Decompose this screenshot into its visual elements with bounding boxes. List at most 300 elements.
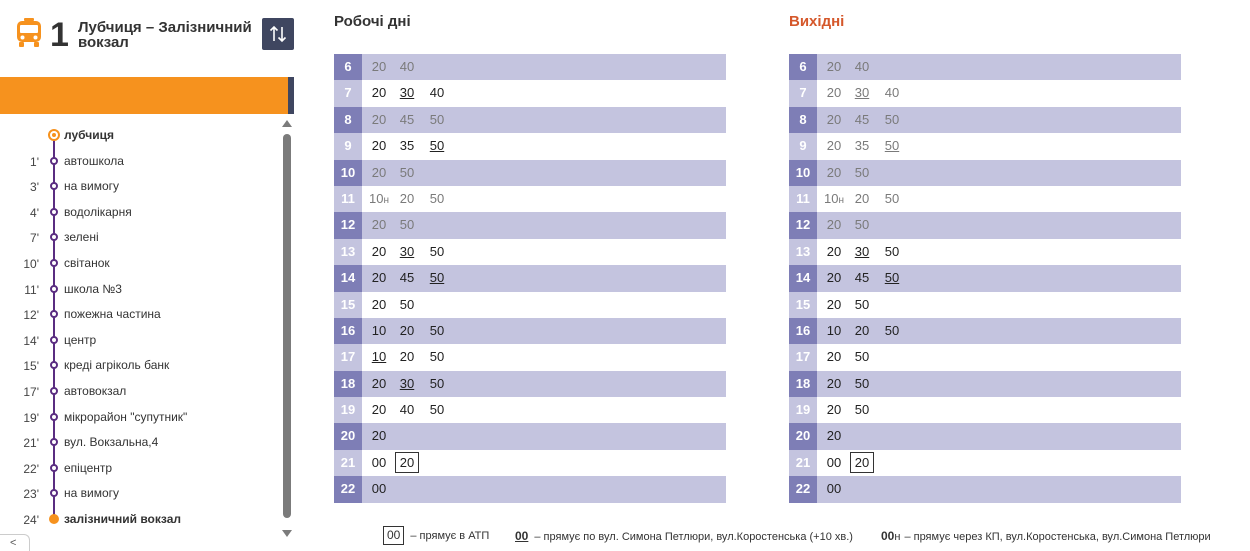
departure-minute	[877, 239, 907, 265]
schedule-title: Вихідні	[789, 13, 845, 30]
hour-cell: 20	[334, 423, 362, 449]
departure-minute	[819, 80, 849, 106]
departure-minute	[847, 186, 877, 212]
schedule-row	[789, 397, 1181, 423]
departure-minute	[877, 318, 907, 344]
legend-sample-n	[881, 529, 900, 543]
departure-minute-value: 50	[884, 190, 900, 206]
departure-minute-value: 40	[854, 59, 870, 74]
route-header	[14, 14, 296, 54]
stop-item[interactable]	[0, 173, 280, 199]
departure-minute	[877, 133, 907, 159]
departure-minute-value: 45	[854, 111, 870, 127]
departure-minute-value: 20	[371, 243, 387, 259]
departure-minute	[819, 450, 849, 476]
hour-cell: 16	[334, 318, 362, 344]
stop-marker-icon	[50, 361, 58, 369]
schedule-row	[334, 292, 726, 318]
departure-minute	[364, 371, 394, 397]
departure-minute-value: 50	[884, 138, 900, 154]
schedule-row	[789, 54, 1181, 80]
departure-minute-value: 20	[826, 296, 842, 312]
departure-minute	[819, 397, 849, 423]
departure-minute-value: 10	[371, 322, 387, 338]
departure-minute	[847, 450, 877, 476]
stop-name: центр	[64, 332, 97, 347]
hour-cell: 13	[334, 239, 362, 265]
departure-minute-value: 20	[826, 270, 842, 286]
departure-minute-value: 40	[399, 402, 415, 418]
departure-minute	[422, 133, 452, 159]
departure-minute-value: 35	[399, 138, 415, 154]
departure-minute-value: 00	[826, 481, 842, 497]
departure-minute	[364, 212, 394, 238]
stop-name: на вимогу	[64, 179, 120, 194]
hour-cell: 20	[789, 423, 817, 449]
stop-time-offset: 22'	[23, 461, 39, 476]
departure-minute-value: 50	[429, 349, 445, 365]
departure-minute	[847, 265, 877, 291]
schedule-row	[334, 397, 726, 423]
departure-minute	[847, 344, 877, 370]
schedule-row	[334, 423, 726, 449]
stop-marker-icon	[50, 157, 58, 165]
legend-text: – прямує по вул. Симона Петлюри, вул.Коростенська (+10 хв.)	[534, 531, 853, 543]
departure-minute	[392, 292, 422, 318]
departure-minute-value: 45	[399, 270, 415, 286]
departure-minute-value: 40	[399, 59, 415, 74]
departure-minute	[422, 344, 452, 370]
departure-minute-value: 35	[854, 138, 870, 154]
stop-item[interactable]	[0, 122, 280, 148]
departure-minute	[422, 186, 452, 212]
hour-cell: 8	[334, 107, 362, 133]
departure-minute	[422, 107, 452, 133]
stop-marker-icon	[50, 208, 58, 216]
route-name: Лубчиця – Залізничний вокзал	[78, 19, 252, 51]
schedule-row	[789, 133, 1181, 159]
departure-minute-value: 20	[371, 428, 387, 444]
departure-minute-value: 20	[371, 164, 387, 180]
stop-item[interactable]	[0, 480, 280, 506]
stop-time-offset: 23'	[23, 487, 39, 502]
hour-cell: 21	[334, 450, 362, 476]
departure-minute-value: 40	[429, 85, 445, 101]
stop-marker-icon	[50, 387, 58, 395]
route-direction-bar	[0, 77, 288, 114]
hour-cell: 8	[789, 107, 817, 133]
stop-marker-icon	[50, 285, 58, 293]
stop-item[interactable]	[0, 250, 280, 276]
departure-minute-value: 20	[850, 452, 874, 473]
hour-cell: 6	[789, 54, 817, 80]
hour-cell: 21	[789, 450, 817, 476]
hour-cell: 18	[789, 371, 817, 397]
departure-minute-value: 20	[399, 190, 415, 206]
scroll-thumb[interactable]	[283, 134, 291, 518]
departure-minute-value: 00	[371, 481, 387, 497]
departure-minute	[819, 371, 849, 397]
departure-minute	[847, 397, 877, 423]
departure-minute-value: 10	[824, 190, 839, 206]
schedule-row	[334, 476, 726, 502]
departure-minute	[819, 133, 849, 159]
departure-minute	[877, 186, 907, 212]
departure-minute-value: 50	[429, 111, 445, 127]
legend	[0, 525, 1250, 549]
departure-minute	[364, 186, 394, 212]
start-stop-marker-icon	[48, 129, 60, 141]
schedule-row	[789, 160, 1181, 186]
departure-minute	[364, 133, 394, 159]
departure-minute	[847, 107, 877, 133]
departure-minute	[364, 397, 394, 423]
hour-cell: 19	[334, 397, 362, 423]
departure-minute	[819, 476, 849, 502]
hour-cell: 13	[789, 239, 817, 265]
stop-marker-icon	[50, 489, 58, 497]
hour-cell: 12	[789, 212, 817, 238]
departure-minute	[422, 265, 452, 291]
departure-minute-value: 20	[826, 375, 842, 391]
stop-item[interactable]	[0, 429, 280, 455]
hour-cell: 9	[334, 133, 362, 159]
schedule-row	[789, 423, 1181, 449]
stop-time-offset: 11'	[24, 282, 39, 297]
hour-cell: 17	[789, 344, 817, 370]
departure-minute	[364, 292, 394, 318]
stop-marker-icon	[50, 182, 58, 190]
legend-text: – прямує через КП, вул.Коростенська, вул.Симона Петлюри	[904, 531, 1211, 543]
departure-minute-value: 50	[884, 243, 900, 259]
stop-time-offset: 14'	[23, 333, 39, 348]
departure-minute-value: 20	[371, 111, 387, 127]
departure-minute	[819, 212, 849, 238]
stop-name: на вимогу	[64, 486, 120, 501]
departure-minute	[877, 265, 907, 291]
departure-minute	[847, 160, 877, 186]
departure-minute	[392, 371, 422, 397]
departure-minute-value: 20	[826, 349, 842, 365]
stop-marker-icon	[50, 438, 58, 446]
departure-minute-value: 20	[371, 296, 387, 312]
legend-text: – прямує в АТП	[410, 530, 490, 542]
departure-minute-value: 20	[826, 428, 842, 444]
departure-minute	[392, 80, 422, 106]
departure-minute	[422, 397, 452, 423]
departure-minute-value: 50	[429, 138, 445, 154]
hour-cell: 7	[789, 80, 817, 106]
departure-minute	[364, 476, 394, 502]
departure-minute-value: 20	[371, 375, 387, 391]
departure-minute	[392, 212, 422, 238]
departure-minute-value: 30	[399, 85, 415, 101]
departure-minute	[847, 318, 877, 344]
schedule-title: Робочі дні	[334, 13, 411, 30]
hour-cell: 22	[334, 476, 362, 502]
route-number: 1	[50, 16, 69, 54]
departure-minute	[392, 107, 422, 133]
departure-minute	[877, 107, 907, 133]
stop-name: мікрорайон "супутник"	[64, 409, 188, 424]
stop-name: лубчиця	[64, 128, 114, 142]
departure-minute	[847, 239, 877, 265]
departure-minute	[819, 292, 849, 318]
departure-minute-value: 50	[884, 111, 900, 127]
departure-minute	[847, 371, 877, 397]
stop-item[interactable]	[0, 378, 280, 404]
departure-minute-value: 30	[399, 243, 415, 259]
hour-cell: 12	[334, 212, 362, 238]
departure-minute-value: 20	[371, 85, 387, 101]
scroll-up-arrow-icon[interactable]	[282, 120, 292, 127]
legend-item-atp	[383, 525, 489, 547]
departure-minute	[392, 54, 422, 80]
schedule-row	[789, 212, 1181, 238]
hour-cell: 16	[789, 318, 817, 344]
departure-minute	[847, 54, 877, 80]
stop-name: вул. Вокзальна,4	[64, 435, 159, 450]
stop-time-offset: 21'	[23, 436, 39, 451]
legend-sample-boxed: 00	[383, 526, 404, 545]
stop-time-offset: 3'	[30, 180, 39, 195]
departure-minute-value: 50	[854, 296, 870, 312]
schedule-row	[334, 160, 726, 186]
departure-minute-suffix: н	[383, 194, 389, 206]
departure-minute-value: 50	[854, 402, 870, 418]
schedule-row	[334, 450, 726, 476]
stop-marker-icon	[50, 310, 58, 318]
departure-minute-value: 20	[371, 217, 387, 233]
departure-minute	[392, 450, 422, 476]
stop-time-offset: 12'	[23, 308, 39, 323]
schedule-row	[334, 107, 726, 133]
departure-minute-value: 45	[854, 270, 870, 286]
departure-minute-value: 20	[826, 111, 842, 127]
departure-minute-value: 40	[884, 85, 900, 101]
swap-direction-button[interactable]	[262, 18, 294, 50]
stops-scrollbar[interactable]	[281, 120, 293, 544]
departure-minute-value: 30	[399, 375, 415, 391]
departure-minute-value: 20	[826, 138, 842, 154]
departure-minute	[392, 318, 422, 344]
stop-item[interactable]	[0, 148, 280, 174]
departure-minute-value: 20	[826, 59, 842, 74]
schedule-row	[789, 371, 1181, 397]
departure-minute	[364, 160, 394, 186]
departure-minute	[422, 80, 452, 106]
departure-minute	[422, 371, 452, 397]
departure-minute-value: 50	[884, 270, 900, 286]
schedule-row	[334, 212, 726, 238]
hour-cell: 11	[789, 186, 817, 212]
departure-minute	[364, 450, 394, 476]
hour-cell: 15	[789, 292, 817, 318]
departure-minute-value: 20	[371, 402, 387, 418]
departure-minute	[819, 107, 849, 133]
stop-time-offset: 24'	[23, 513, 39, 527]
departure-minute	[847, 292, 877, 318]
departure-minute-value: 50	[854, 349, 870, 365]
stop-item[interactable]	[0, 327, 280, 353]
stop-marker-icon	[50, 464, 58, 472]
departure-minute	[819, 186, 849, 212]
departure-minute-value: 50	[399, 217, 415, 233]
end-stop-marker-icon	[49, 514, 59, 524]
stop-name: залізничний вокзал	[64, 512, 181, 526]
hour-cell: 15	[334, 292, 362, 318]
stop-item[interactable]	[0, 224, 280, 250]
schedule-row	[334, 54, 726, 80]
schedule-row	[334, 344, 726, 370]
departure-minute	[877, 80, 907, 106]
departure-minute	[847, 133, 877, 159]
departure-minute-value: 50	[429, 375, 445, 391]
stop-item[interactable]	[0, 199, 280, 225]
departure-minute	[364, 344, 394, 370]
schedule-row	[789, 107, 1181, 133]
departure-minute-value: 20	[826, 402, 842, 418]
departure-minute-value: 50	[854, 164, 870, 180]
departure-minute-value: 50	[429, 322, 445, 338]
departure-minute-value: 20	[826, 243, 842, 259]
hour-cell: 7	[334, 80, 362, 106]
departure-minute	[392, 397, 422, 423]
departure-minute	[819, 54, 849, 80]
schedule-table	[334, 54, 726, 503]
departure-minute	[422, 318, 452, 344]
stop-time-offset: 19'	[23, 410, 39, 425]
departure-minute	[819, 318, 849, 344]
departure-minute-value: 10	[371, 349, 387, 365]
hour-cell: 19	[789, 397, 817, 423]
stop-time-offset: 7'	[30, 231, 39, 246]
schedule-row	[789, 318, 1181, 344]
swap-direction-icon	[262, 18, 294, 50]
departure-minute	[364, 239, 394, 265]
departure-minute	[364, 423, 394, 449]
departure-minute-value: 10	[826, 322, 842, 338]
departure-minute-value: 50	[429, 402, 445, 418]
stop-name: зелені	[64, 230, 99, 245]
stop-name: школа №3	[64, 281, 122, 296]
departure-minute-value: 20	[371, 270, 387, 286]
stop-marker-icon	[50, 336, 58, 344]
departure-minute-value: 50	[854, 375, 870, 391]
stop-marker-icon	[50, 259, 58, 267]
departure-minute	[392, 133, 422, 159]
departure-minute	[819, 423, 849, 449]
schedule-row	[334, 80, 726, 106]
hour-cell: 6	[334, 54, 362, 80]
collapse-tab[interactable]: <	[0, 534, 30, 551]
stop-item[interactable]	[0, 404, 280, 430]
departure-minute	[364, 80, 394, 106]
departure-minute	[819, 239, 849, 265]
stop-time-offset: 1'	[30, 154, 39, 169]
schedule-table	[789, 54, 1181, 503]
departure-minute	[422, 239, 452, 265]
schedule-row	[789, 265, 1181, 291]
stop-name: креді агріколь банк	[64, 358, 170, 373]
stop-item[interactable]	[0, 276, 280, 302]
departure-minute-value: 50	[884, 322, 900, 338]
bus-icon	[16, 18, 42, 48]
departure-minute-value: 50	[429, 270, 445, 286]
legend-sample-underlined: 00	[515, 529, 529, 543]
legend-sample-n-suffix: н	[894, 531, 901, 543]
schedule-row	[334, 371, 726, 397]
hour-cell: 22	[789, 476, 817, 502]
departure-minute	[392, 344, 422, 370]
schedule-row	[789, 239, 1181, 265]
departure-minute-value: 50	[399, 296, 415, 312]
departure-minute-value: 00	[826, 454, 842, 470]
departure-minute	[392, 239, 422, 265]
stop-name: епіцентр	[64, 460, 113, 475]
departure-minute	[392, 160, 422, 186]
departure-minute-value: 45	[399, 111, 415, 127]
stop-marker-icon	[50, 233, 58, 241]
departure-minute-value: 20	[371, 59, 387, 74]
stop-name: світанок	[64, 256, 110, 270]
hour-cell: 9	[789, 133, 817, 159]
departure-minute	[364, 107, 394, 133]
schedule-row	[789, 292, 1181, 318]
stop-time-offset: 4'	[30, 205, 39, 220]
departure-minute	[392, 265, 422, 291]
stop-item[interactable]	[0, 301, 280, 327]
schedule-row	[789, 186, 1181, 212]
departure-minute-value: 50	[429, 190, 445, 206]
stop-item[interactable]	[0, 455, 280, 481]
departure-minute-value: 10	[369, 190, 384, 206]
hour-cell: 11	[334, 186, 362, 212]
schedule-row	[789, 450, 1181, 476]
departure-minute-value: 30	[854, 85, 870, 101]
departure-minute-value: 20	[854, 190, 870, 206]
departure-minute-value: 20	[854, 322, 870, 338]
schedule-row	[334, 318, 726, 344]
stop-item[interactable]	[0, 352, 280, 378]
departure-minute	[819, 344, 849, 370]
departure-minute	[819, 160, 849, 186]
hour-cell: 18	[334, 371, 362, 397]
schedule-row	[334, 239, 726, 265]
schedule-row	[334, 133, 726, 159]
route-direction-bar-edge	[288, 77, 294, 114]
stop-time-offset: 10'	[23, 257, 39, 271]
departure-minute	[364, 318, 394, 344]
schedule-row	[789, 476, 1181, 502]
departure-minute-value: 20	[826, 85, 842, 101]
departure-minute-value: 50	[399, 164, 415, 180]
departure-minute-value: 20	[371, 138, 387, 154]
legend-item-n	[881, 525, 1211, 548]
departure-minute	[847, 80, 877, 106]
departure-minute-value: 20	[399, 322, 415, 338]
departure-minute-value: 30	[854, 243, 870, 259]
hour-cell: 17	[334, 344, 362, 370]
stop-time-offset: 15'	[23, 359, 39, 374]
departure-minute-value: 00	[371, 454, 387, 470]
hour-cell: 14	[334, 265, 362, 291]
departure-minute	[364, 54, 394, 80]
departure-minute	[392, 186, 422, 212]
schedule-row	[334, 186, 726, 212]
departure-minute	[847, 212, 877, 238]
legend-item-underline	[515, 525, 853, 548]
